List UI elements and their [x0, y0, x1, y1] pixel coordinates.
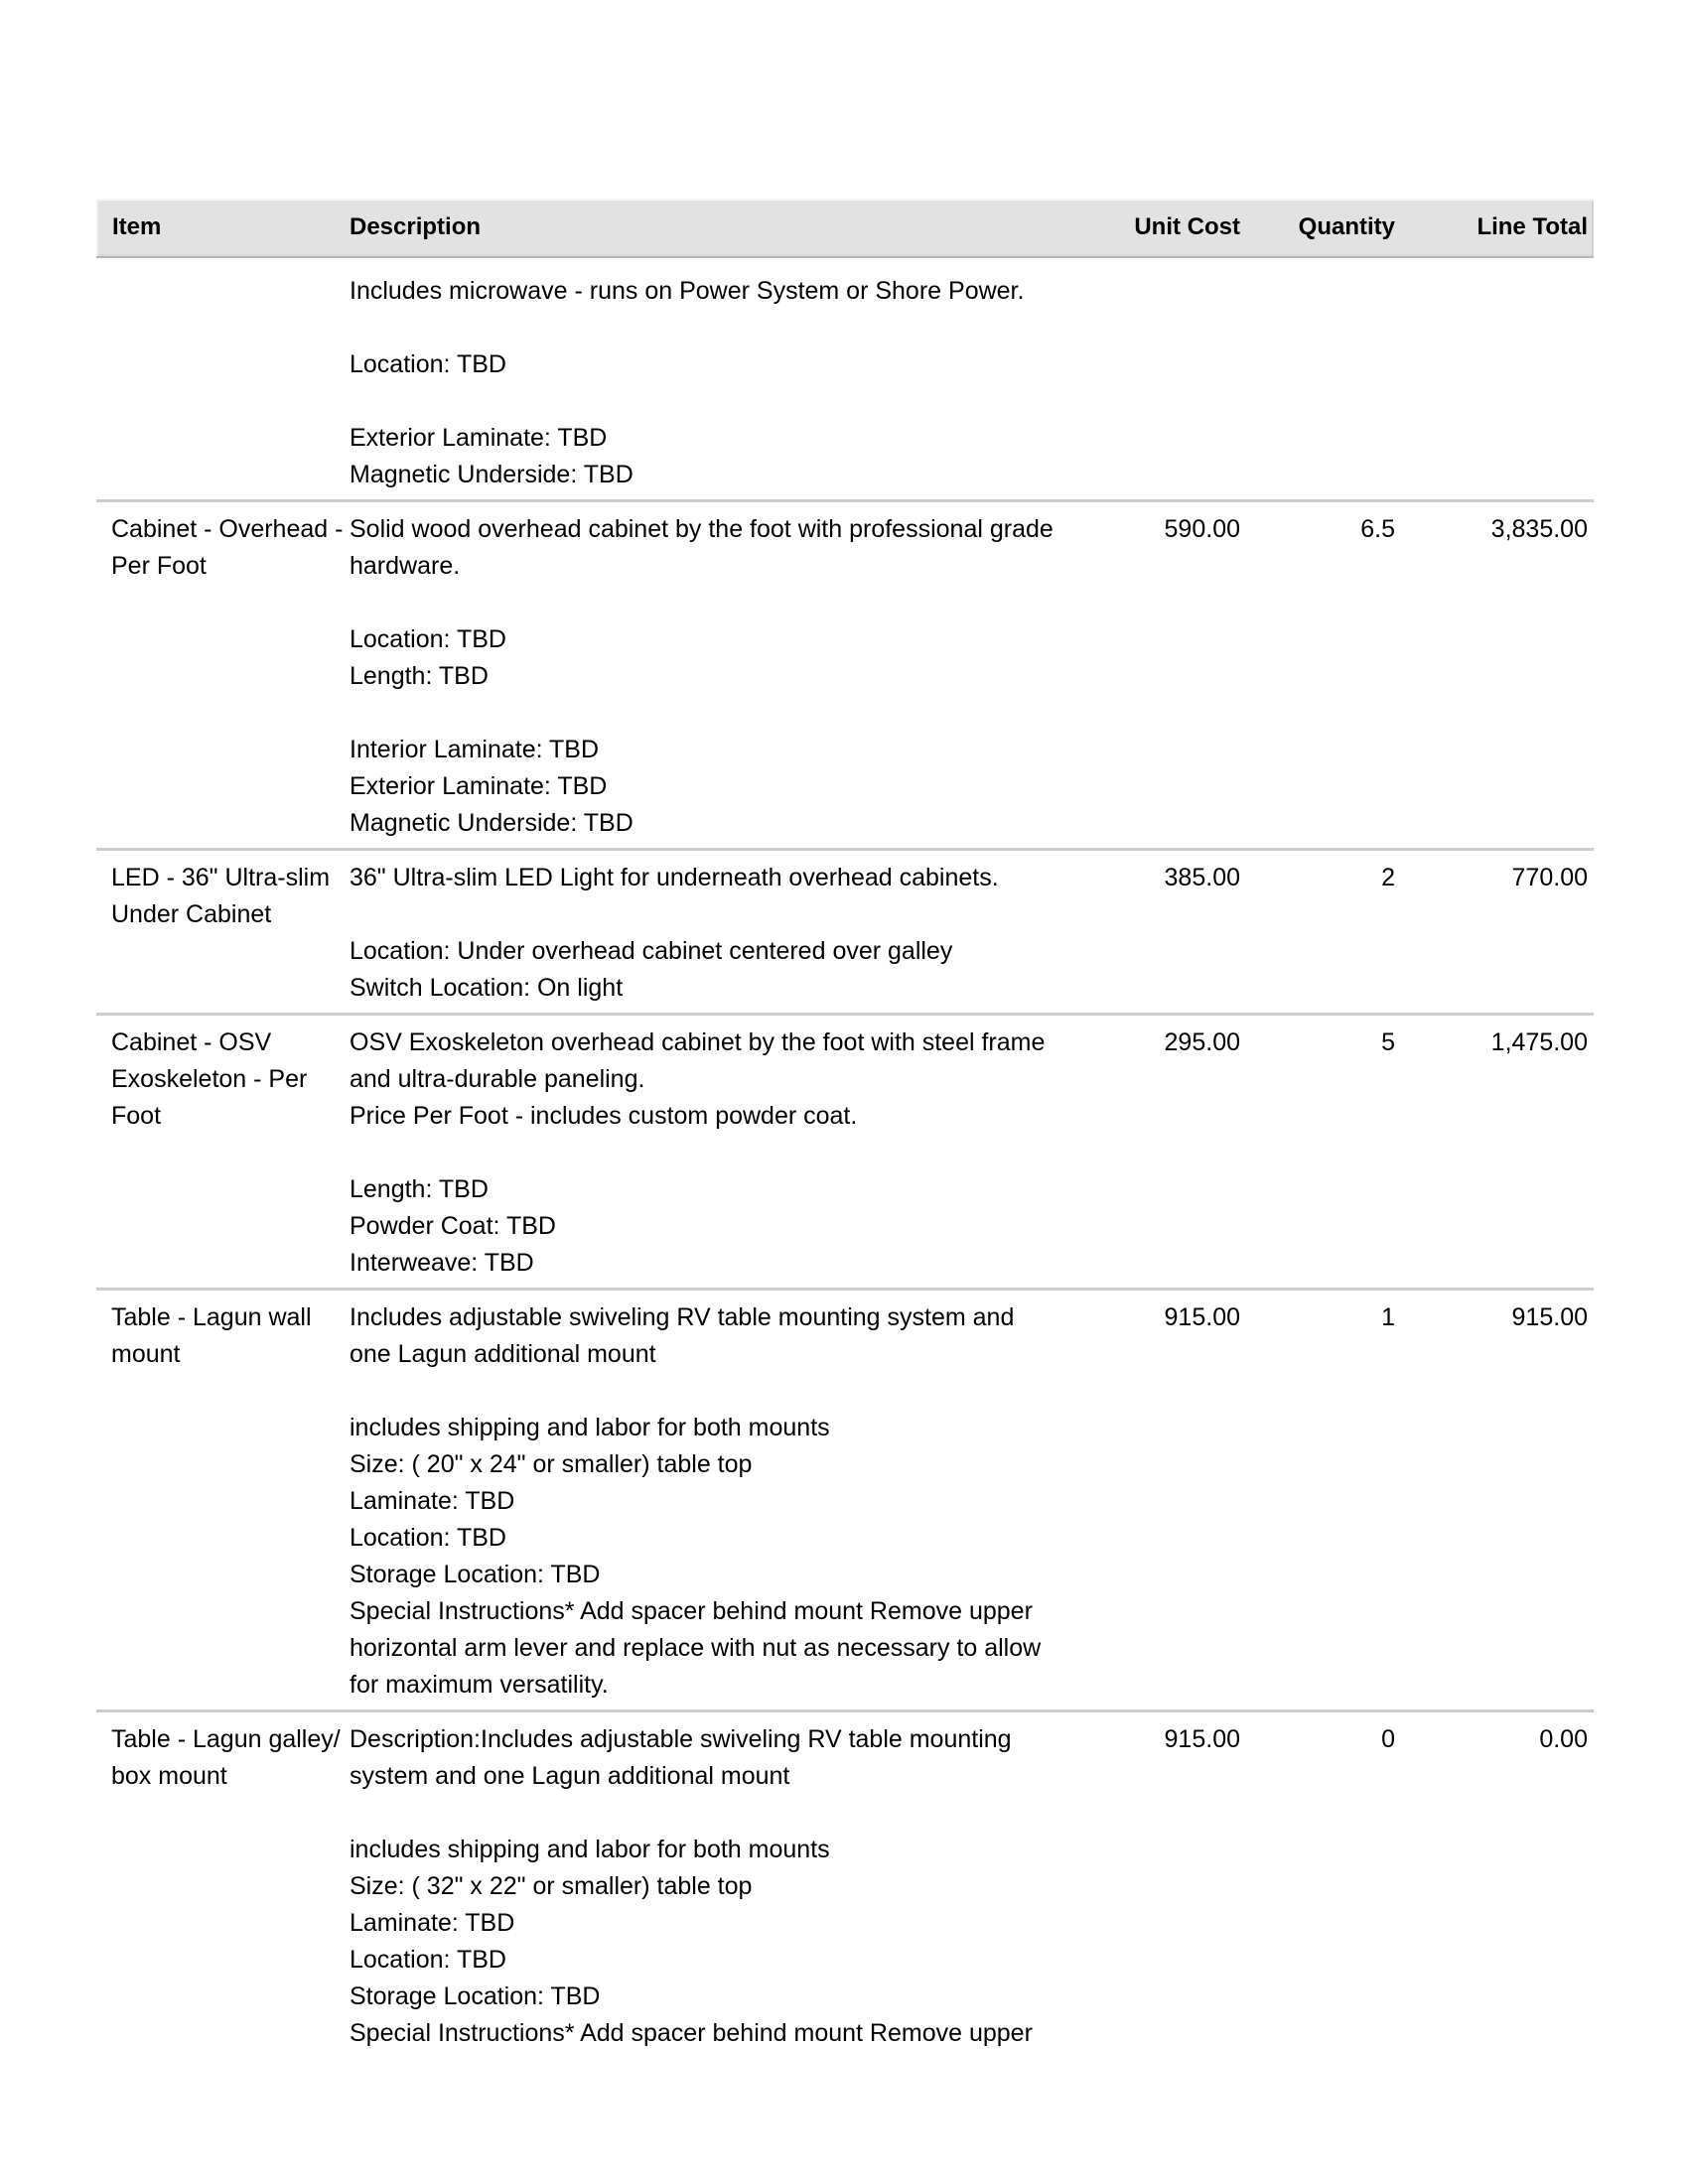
text-line: box mount [111, 1762, 227, 1790]
unit-cost-cell [1089, 511, 1240, 842]
text-line: Storage Location: TBD [350, 1561, 601, 1588]
unit-cost-value: 590.00 [1164, 515, 1240, 543]
text-line: for maximum versatility. [350, 1671, 609, 1699]
quantity-cell [1240, 860, 1395, 1007]
line-total-value: 915.00 [1511, 1303, 1588, 1331]
unit-cost-cell [1089, 273, 1240, 493]
line-total-value: 0.00 [1539, 1725, 1588, 1753]
text-line: hardware. [350, 552, 461, 580]
text-line: Cabinet - Overhead - [111, 515, 344, 543]
table-row [96, 261, 1594, 499]
line-total-cell [1395, 1721, 1594, 2052]
unit-cost-value: 385.00 [1164, 864, 1240, 891]
text-line: Switch Location: On light [350, 974, 624, 1002]
text-line: Location: Under overhead cabinet centered over galley [350, 937, 953, 965]
quantity-cell [1240, 273, 1395, 493]
item-cell [96, 860, 350, 1007]
text-line: Price Per Foot - includes custom powder coat. [350, 1102, 858, 1130]
text-line: Special Instructions* Add spacer behind mount Remove upper [350, 2019, 1033, 2047]
line-total-value: 1,475.00 [1490, 1028, 1588, 1056]
text-line: Magnetic Underside: TBD [350, 809, 633, 837]
text-line [350, 1795, 1089, 1832]
unit-cost-value: 915.00 [1164, 1303, 1240, 1331]
text-line [350, 1135, 1089, 1171]
table-row [96, 1288, 1594, 1709]
text-line: Exterior Laminate: TBD [350, 772, 608, 800]
text-line [350, 310, 1089, 346]
text-line: system and one Lagun additional mount [350, 1762, 790, 1790]
column-header-quantity: Quantity [1298, 213, 1395, 240]
text-line: Exoskeleton - Per [111, 1065, 308, 1093]
text-line: Location: TBD [350, 625, 506, 653]
description-cell [350, 1721, 1089, 2052]
table-row [96, 1013, 1594, 1288]
text-line: Laminate: TBD [350, 1487, 515, 1515]
unit-cost-cell [1089, 1024, 1240, 1282]
text-line: 36" Ultra-slim LED Light for underneath overhead cabinets. [350, 864, 999, 891]
line-total-value: 3,835.00 [1490, 515, 1588, 543]
text-line: mount [111, 1340, 181, 1368]
quantity-value: 6.5 [1360, 515, 1395, 543]
line-total-cell [1395, 1024, 1594, 1282]
text-line [350, 1373, 1089, 1410]
text-line: Magnetic Underside: TBD [350, 461, 633, 488]
text-line: one Lagun additional mount [350, 1340, 656, 1368]
text-line: Interior Laminate: TBD [350, 736, 600, 763]
quantity-cell [1240, 1721, 1395, 2052]
text-line: includes shipping and labor for both mounts [350, 1836, 830, 1863]
unit-cost-value: 915.00 [1164, 1725, 1240, 1753]
text-line: Cabinet - OSV [111, 1028, 272, 1056]
text-line: Laminate: TBD [350, 1909, 515, 1937]
quantity-value: 5 [1381, 1028, 1395, 1056]
text-line [350, 585, 1089, 621]
column-header-unit-cost: Unit Cost [1134, 213, 1240, 240]
unit-cost-value [1089, 273, 1240, 310]
unit-cost-cell [1089, 1721, 1240, 2052]
table-header-row [96, 199, 1594, 256]
item-cell [96, 1721, 350, 2052]
text-line: Length: TBD [350, 1175, 489, 1203]
text-line: Length: TBD [350, 662, 489, 690]
text-line: Exterior Laminate: TBD [350, 424, 608, 452]
text-line [350, 695, 1089, 732]
text-line: and ultra-durable paneling. [350, 1065, 645, 1093]
text-line: Powder Coat: TBD [350, 1212, 556, 1240]
item-cell [96, 273, 350, 493]
text-line: Location: TBD [350, 1524, 506, 1552]
line-total-cell [1395, 1299, 1594, 1704]
table-row [96, 1709, 1594, 2058]
text-line [350, 383, 1089, 420]
description-cell [350, 1299, 1089, 1704]
text-line: Table - Lagun galley/ [111, 1725, 341, 1753]
line-total-cell [1395, 511, 1594, 842]
line-total-value [1395, 273, 1588, 310]
quantity-value [1240, 273, 1395, 310]
text-line [350, 896, 1089, 933]
line-total-cell [1395, 273, 1594, 493]
quote-table [96, 199, 1594, 2058]
text-line: Size: ( 32" x 22" or smaller) table top [350, 1872, 753, 1900]
description-cell [350, 511, 1089, 842]
table-row [96, 848, 1594, 1013]
text-line: Under Cabinet [111, 900, 272, 928]
unit-cost-value: 295.00 [1164, 1028, 1240, 1056]
item-cell [96, 511, 350, 842]
text-line: Location: TBD [350, 1946, 506, 1974]
line-total-value: 770.00 [1511, 864, 1588, 891]
text-line: Description:Includes adjustable swiveling RV table mounting [350, 1725, 1012, 1753]
quantity-cell [1240, 1299, 1395, 1704]
text-line: Foot [111, 1102, 162, 1130]
column-header-item: Item [112, 213, 162, 240]
text-line: horizontal arm lever and replace with nut as necessary to allow [350, 1634, 1042, 1662]
quantity-cell [1240, 511, 1395, 842]
text-line: Storage Location: TBD [350, 1982, 601, 2010]
table-row [96, 499, 1594, 848]
item-cell [96, 1024, 350, 1282]
quantity-value: 0 [1381, 1725, 1395, 1753]
description-cell [350, 860, 1089, 1007]
text-line: OSV Exoskeleton overhead cabinet by the foot with steel frame [350, 1028, 1046, 1056]
text-line: Special Instructions* Add spacer behind mount Remove upper [350, 1597, 1033, 1625]
text-line: Interweave: TBD [350, 1249, 534, 1277]
text-line: Includes adjustable swiveling RV table mounting system and [350, 1303, 1015, 1331]
text-line: Solid wood overhead cabinet by the foot with professional grade [350, 515, 1054, 543]
text-line: Per Foot [111, 552, 207, 580]
unit-cost-cell [1089, 860, 1240, 1007]
column-header-line-total: Line Total [1477, 213, 1588, 240]
description-cell [350, 273, 1089, 493]
quantity-value: 1 [1381, 1303, 1395, 1331]
quantity-value: 2 [1381, 864, 1395, 891]
quantity-cell [1240, 1024, 1395, 1282]
text-line: Table - Lagun wall [111, 1303, 312, 1331]
unit-cost-cell [1089, 1299, 1240, 1704]
column-header-description: Description [350, 213, 482, 240]
text-line: Includes microwave - runs on Power System or Shore Power. [350, 277, 1025, 305]
text-line: Location: TBD [350, 350, 506, 378]
text-line: LED - 36" Ultra-slim [111, 864, 331, 891]
text-line: includes shipping and labor for both mounts [350, 1414, 830, 1441]
description-cell [350, 1024, 1089, 1282]
table-body [96, 261, 1594, 2058]
text-line: Size: ( 20" x 24" or smaller) table top [350, 1450, 753, 1478]
line-total-cell [1395, 860, 1594, 1007]
item-cell [96, 1299, 350, 1704]
